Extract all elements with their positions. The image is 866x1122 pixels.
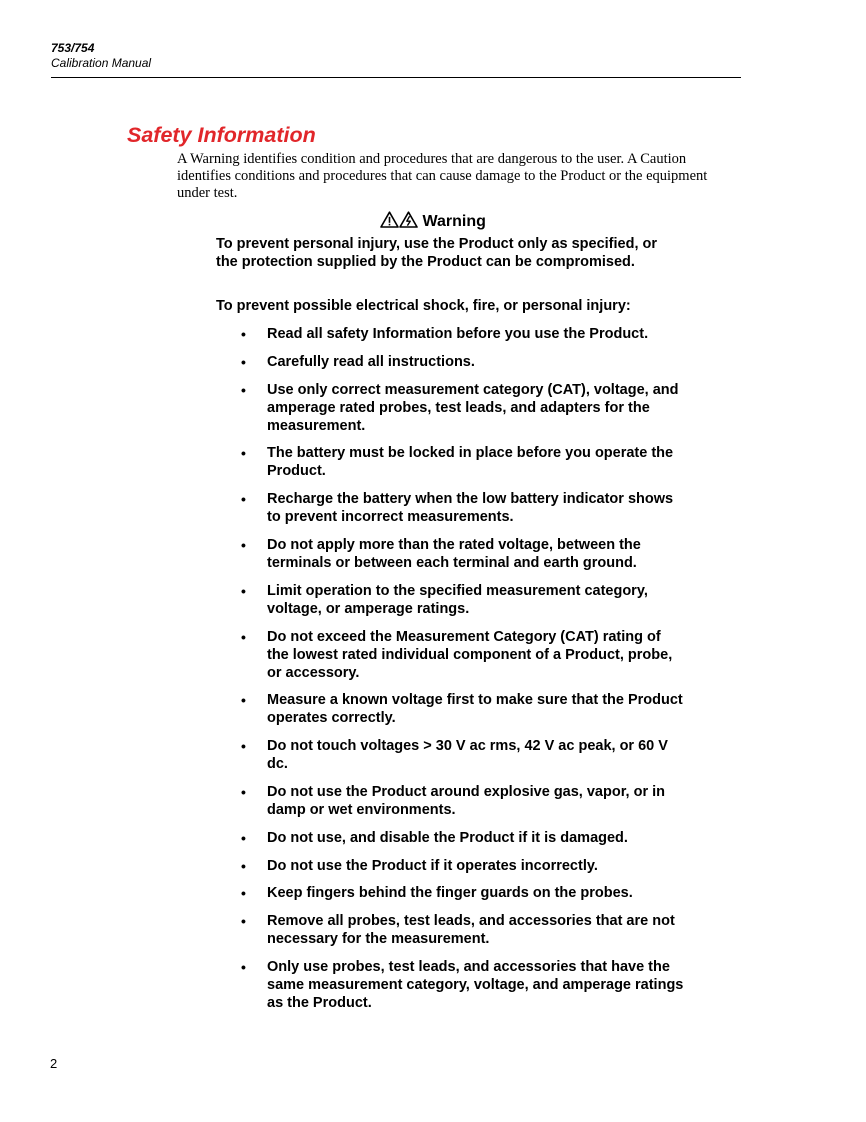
page-number: 2 <box>50 1056 58 1071</box>
bullet-glyph: • <box>241 958 246 975</box>
list-item-text: Read all safety Information before you use the Product. <box>267 326 649 342</box>
warning-paragraph-shock: To prevent possible electrical shock, fire, or personal injury: <box>216 298 631 314</box>
list-item <box>216 628 686 682</box>
warning-heading <box>0 211 866 232</box>
bullet-glyph: • <box>241 381 246 398</box>
bullet-glyph: • <box>241 783 246 800</box>
list-item-text: Do not touch voltages > 30 V ac rms, 42 V ac peak, or 60 V dc. <box>267 738 668 773</box>
list-item-text: Do not use the Product around explosive gas, vapor, or in damp or wet environments. <box>267 783 666 818</box>
list-item-text: The battery must be locked in place before you operate the Product. <box>267 445 674 480</box>
bullet-glyph: • <box>241 326 246 342</box>
list-item-text: Recharge the battery when the low battery indicator shows to prevent incorrect measurements. <box>267 491 674 526</box>
list-item-text: Do not apply more than the rated voltage, between the terminals or between each terminal and earth ground. <box>267 536 641 571</box>
list-item-text: Remove all probes, test leads, and accessories that are not necessary for the measurement. <box>267 913 675 948</box>
list-item-text: Keep fingers behind the finger guards on the probes. <box>267 885 633 902</box>
bullet-glyph: • <box>241 353 246 370</box>
list-item <box>216 381 686 435</box>
list-item <box>216 536 686 572</box>
bullet-glyph: • <box>241 829 246 846</box>
bullet-glyph: • <box>241 692 246 709</box>
list-item <box>216 783 686 819</box>
list-item <box>216 444 686 480</box>
list-item-text: Do not use the Product if it operates incorrectly. <box>267 857 598 874</box>
list-item-text: Do not exceed the Measurement Category (CAT) rating of the lowest rated individual component of a Product, probe, or accessory. <box>267 628 673 681</box>
list-item <box>216 325 686 343</box>
list-item <box>216 691 686 727</box>
list-item-text: Only use probes, test leads, and accessories that have the same measurement category, voltage, and amperage ratings as the Product. <box>267 958 684 1011</box>
warning-list <box>216 325 686 1022</box>
bullet-glyph: • <box>241 628 246 645</box>
list-item-text: Carefully read all instructions. <box>267 353 475 370</box>
list-item-text: Do not use, and disable the Product if it is damaged. <box>267 829 628 846</box>
list-item <box>216 490 686 526</box>
bullet-glyph: • <box>241 536 246 553</box>
list-item <box>216 737 686 773</box>
list-item <box>216 857 686 875</box>
header-rule <box>51 77 741 78</box>
bullet-glyph: • <box>241 913 246 930</box>
list-item-text: Use only correct measurement category (CAT), voltage, and amperage rated probes, test leads, and adapters for the measurement. <box>267 381 679 434</box>
list-item-text: Limit operation to the specified measurement category, voltage, or amperage ratings. <box>267 582 648 617</box>
list-item <box>216 829 686 847</box>
list-item <box>216 884 686 902</box>
bullet-glyph: • <box>241 582 246 599</box>
list-item <box>216 353 686 371</box>
list-item <box>216 582 686 618</box>
bullet-glyph: • <box>241 445 246 462</box>
header-model: 753/754 <box>51 41 95 55</box>
header-manual-title: Calibration Manual <box>51 56 152 70</box>
bullet-glyph: • <box>241 738 246 755</box>
bullet-glyph: • <box>241 491 246 508</box>
electrical-hazard-icon <box>399 211 418 228</box>
warning-heading-text: Warning <box>422 213 486 230</box>
section-title: Safety Information <box>127 123 316 147</box>
warning-triangle-icon <box>380 211 399 228</box>
intro-paragraph: A Warning identifies condition and procedures that are dangerous to the user. A Caution identifies conditions and procedures that can cause damage to the Product or the equipment under test. <box>177 151 708 201</box>
list-item <box>216 958 686 1012</box>
list-item-text: Measure a known voltage first to make sure that the Product operates correctly. <box>267 692 683 727</box>
warning-paragraph-injury: To prevent personal injury, use the Product only as specified, or the protection supplied by the Product can be compromised. <box>216 236 658 270</box>
running-header <box>51 41 741 71</box>
bullet-glyph: • <box>241 857 246 874</box>
bullet-glyph: • <box>241 885 246 902</box>
list-item <box>216 912 686 948</box>
